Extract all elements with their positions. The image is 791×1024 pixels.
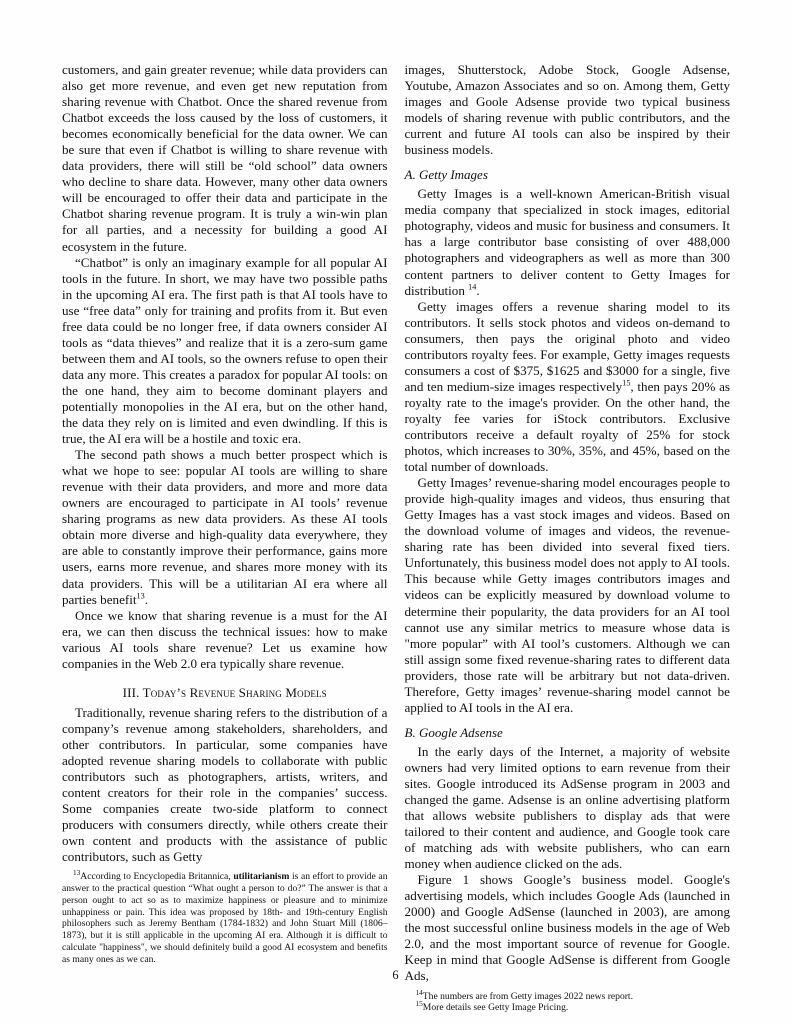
- paragraph-getty-critique: Getty Images’ revenue-sharing model encourages people to provide high-quality images and videos, thus ensuring that Getty Images has a vast stock images and videos. Based on the download volume of images and videos, the revenue-sharing rate has been divided into several fixed tiers. Unfortunately, this business model does not apply to AI tools. This because while Getty images contributors images and videos can be explicitly measured by download volume to determine their popularity, the data providers for an AI tool cannot use any similar metrics to measure whose data is "more popular” with AI tool’s customers. Although we can still assign some fixed revenue-sharing rates to different data providers, those rate will be arbitrary but not data-driven. Therefore, Getty images’ revenue-sharing model cannot be applied to AI tools in the AI era.: [404, 475, 730, 715]
- footnote-15-text: More details see Getty Image Pricing.: [422, 1002, 569, 1014]
- right-column-footnotes: [405, 985, 731, 1015]
- left-column: [62, 62, 388, 965]
- footnote-14-text: The numbers are from Getty images 2022 news report.: [422, 990, 633, 1002]
- footnote-13-lead: According to Encyclopedia Britannica,: [80, 871, 234, 883]
- footnote-ref-13[interactable]: 13: [136, 591, 145, 601]
- paragraph-getty-intro: [405, 186, 731, 298]
- paragraph-second-path-text: The second path shows a much better prospect which is what we hope to see: popular AI tools are willing to share revenue with their data providers, and more and more data owners are encouraged to participate in AI tools’ revenue sharing programs as new data providers. As these AI tools obtain more diverse and high-quality data everywhere, they are able to constantly improve their performance, gains more users, earns more revenue, and shares more money with its data providers. This will be a utilitarian AI era where all parties benefit: [62, 447, 388, 607]
- footnote-ref-15[interactable]: 15: [622, 378, 631, 388]
- paragraph-two-paths: “Chatbot” is only an imaginary example for all popular AI tools in the future. In short, we may have two possible paths in the upcoming AI era. The first path is that AI tools have to use “free data” only for training and profits from it. But even free data could be no longer free, if data owners consider AI tools as “data thieves” and realize that it is a zero-sum game between them and AI tools, so the owners refuse to open their data any more. This creates a paradox for popular AI tools: on the one hand, they aim to become dominant players and potentially monopolies in the AI era, but on the other hand, the data they rely on is limited and even dwindling. If this is true, the AI era will be a hostile and toxic era.: [62, 254, 388, 447]
- footnote-13-mark: 13: [73, 868, 81, 878]
- paragraph-chatbot-winwin: customers, and gain greater revenue; while data providers can also get more revenue, and even get new reputation from sharing revenue with Chatbot. Once the shared revenue from Chatbot exceeds the loss caused by the loss of customers, it becomes economically beneficial for the data owner. We can be sure that even if Chatbot is willing to share revenue with data providers, there will still be “old school” data owners who decline to share data. However, many other data owners will be encouraged to offer their data and participate in the Chatbot sharing revenue program. It is truly a win-win plan for all parties, and a necessity for building a good AI ecosystem in the future.: [62, 62, 388, 254]
- footnote-15-mark: 15: [415, 999, 423, 1009]
- section-heading-three: III. Today’s Revenue Sharing Models: [122, 684, 327, 700]
- footnote-13-term: utilitarianism: [233, 871, 290, 883]
- paragraph-traditionally: Traditionally, revenue sharing refers to the distribution of a company’s revenue among stakeholders, shareholders, and other contributors. In particular, some companies have adopted revenue sharing models to collaborate with public contributors such as photographers, artists, writers, and content creators for their role in the companies’ success. Some companies create two-side platform to connect producers with consumers directly, while others create their own content and products with the assistance of public contributors, such as Getty: [62, 704, 388, 865]
- footnote-14: [405, 987, 731, 1003]
- footnote-13: [62, 868, 388, 965]
- paragraph-figure1-reference: Figure 1 shows Google’s business model. Google's advertising models, which includes Google Ads (launched in 2000) and Google AdSense (launched in 2003), are among the most successful online business models in the age of Web 2.0, and the most important source of revenue for Google. Keep in mind that Google AdSense is different from Google Ads,: [404, 872, 730, 984]
- paragraph-second-path-tail: .: [144, 591, 148, 607]
- paragraph-getty-intro-text: Getty Images is a well-known American-British visual media company that specialized in stock images, editorial photography, videos and music for business and consumers. It has a large contributor base consisting of over 488,000 photographers and videographers as well as more than 300 content partners to deliver content to Getty Images for distribution: [404, 186, 730, 298]
- footnote-15: [405, 999, 731, 1014]
- paragraph-platforms-list: images, Shutterstock, Adobe Stock, Google Adsense, Youtube, Amazon Associates and so on. Among them, Getty images and Goole Adsense provide two typical business models of sharing revenue with public contributors, and the current and future AI tools can also be inspired by their business models.: [404, 62, 730, 158]
- paragraph-second-path: [62, 447, 388, 607]
- paragraph-technical-issues: Once we know that sharing revenue is a must for the AI era, we can then discuss the technical issues: how to make various AI tools share revenue? Let us examine how companies in the Web 2.0 era typically share revenue.: [62, 607, 388, 671]
- two-column-body: [62, 62, 730, 1014]
- subsection-heading-a-getty-images: A. Getty Images: [404, 167, 488, 183]
- right-column: [404, 62, 731, 1014]
- paragraph-getty-royalty: [405, 299, 731, 476]
- paragraph-getty-royalty-text: Getty images offers a revenue sharing model to its contributors. It sells stock photos and videos on-demand to consumers, then pays the original photo and video contributors royalty fees. For example, Getty images requests consumers a cost of $375, $1625 and $3000 for a single, five and ten medium-size images respectively: [404, 298, 730, 394]
- footnote-ref-14[interactable]: 14: [468, 282, 477, 292]
- left-column-footnotes: [62, 865, 388, 965]
- page-number: 6: [392, 968, 399, 982]
- paragraph-getty-royalty-tail: , then pays 20% as royalty rate to the image's provider. On the other hand, the royalty fee varies for iStock contributors. Exclusive contributors receive a default royalty of 25% for stock photos, which increases to 30%, 35%, and 45%, based on the total number of downloads.: [404, 378, 730, 475]
- footnote-13-rest: is an effort to provide an answer to the practical question “What ought a person to do?” The answer is that a person ought to act so as to maximize happiness or pleasure and to minimize unhappiness or pain. This idea was proposed by 18th- and 19th-century English philosophers such as Jeremy Bentham (1784-1832) and John Stuart Mill (1806–1873), but it is still applicable in the upcoming AI era. Although it is difficult to calculate "happiness", we should definitely build a good AI ecosystem and benefits as many ones as we can.: [62, 871, 388, 965]
- footnote-14-mark: 14: [415, 987, 423, 997]
- subsection-heading-b-google-adsense: B. Google Adsense: [404, 724, 503, 740]
- paragraph-getty-intro-tail: .: [476, 282, 480, 298]
- paragraph-adsense-history: In the early days of the Internet, a majority of website owners had very limited options to earn revenue from their sites. Google introduced its AdSense program in 2003 and changed the game. Adsense is an online advertising platform that allows website publishers to display ads that were tailored to their content and audience, and Google took care of matching ads with website publishers, who can earn money when audience clicked on the ads.: [404, 743, 730, 872]
